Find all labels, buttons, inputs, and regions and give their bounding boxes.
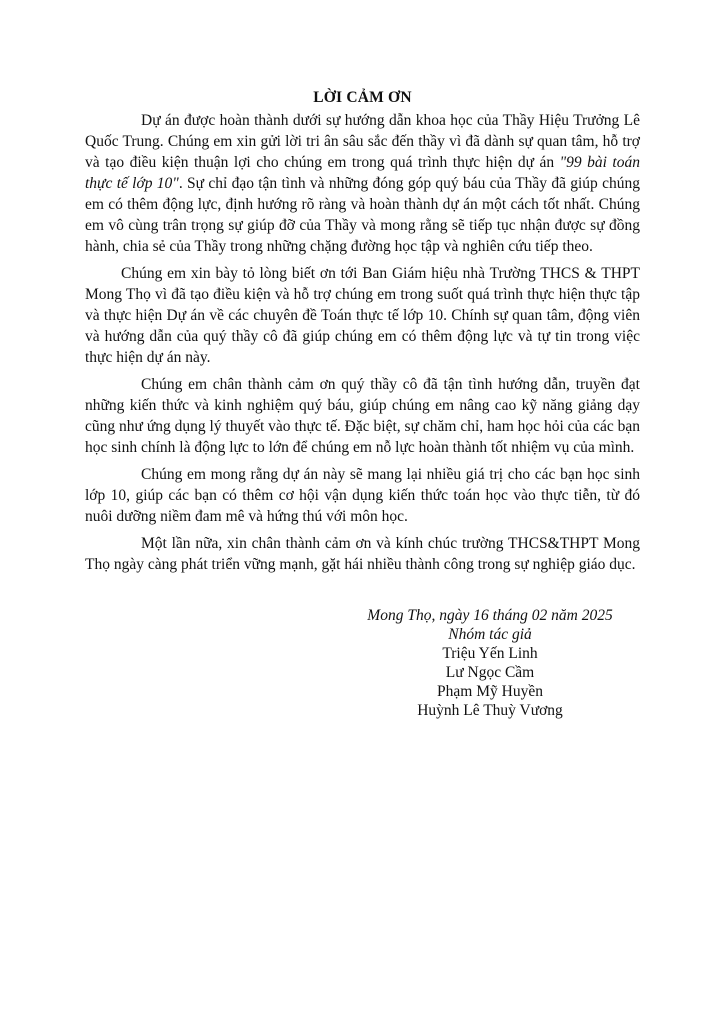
paragraph-4: Chúng em mong rằng dự án này sẽ mang lại nhiều giá trị cho các bạn học sinh lớp 10, giúp các bạn có thêm cơ hội vận dụng kiến thức toán học vào thực tiễn, từ đó nuôi dưỡng niềm đam mê và hứng thú với môn học. [85,466,640,525]
project-name: "99 bài toán thực tế lớp 10" [85,154,640,192]
paragraph-1 [85,110,640,257]
paragraph-2: Chúng em xin bày tỏ lòng biết ơn tới Ban Giám hiệu nhà Trường THCS & THPT Mong Thọ vì đã tạo điều kiện và hỗ trợ chúng em trong suốt quá trình thực hiện thực tập và thực hiện Dự án về các chuyên đề Toán thực tế lớp 10. Chính sự quan tâm, động viên và hướng dẫn của quý thầy cô đã giúp chúng em có thêm động lực và tự tin trong việc thực hiện dự án này. [85,265,640,366]
paragraph-1-text: Dự án được hoàn thành dưới sự hướng dẫn khoa học của Thầy Hiệu Trưởng Lê Quốc Trung. Chúng em xin gửi lời tri ân sâu sắc đến thầy vì đã dành sự quan tâm, hỗ trợ và tạo điều kiện thuận lợi cho chúng em trong quá trình thực hiện dự án [85,112,640,171]
paragraph-3: Chúng em chân thành cảm ơn quý thầy cô đã tận tình hướng dẫn, truyền đạt những kiến thức và kinh nghiệm quý báu, giúp chúng em nâng cao kỹ năng giảng dạy cũng như ứng dụng lý thuyết vào thực tế. Đặc biệt, sự chăm chỉ, ham học hỏi của các bạn học sinh chính là động lực to lớn để chúng em nỗ lực hoàn thành tốt nhiệm vụ của mình. [85,376,640,456]
paragraph-1-text-cont: . Sự chỉ đạo tận tình và những đóng góp quý báu của Thầy đã giúp chúng em có thêm động lực, định hướng rõ ràng và hoàn thành dự án một cách tốt nhất. Chúng em vô cùng trân trọng sự giúp đỡ của Thầy và mong rằng sẽ tiếp tục nhận được sự đồng hành, chia sẻ của Thầy trong những chặng đường học tập và nghiên cứu tiếp theo. [85,175,640,255]
letter-body [85,88,640,575]
paragraph-5: Một lần nữa, xin chân thành cảm ơn và kính chúc trường THCS&THPT Mong Thọ ngày càng phát triển vững mạnh, gặt hái nhiều thành công trong sự nghiệp giáo dục. [85,535,640,573]
author-group-label: Nhóm tác giả [448,626,532,643]
author-name: Phạm Mỹ Huyền [437,683,543,700]
place-date: Mong Thọ, ngày 16 tháng 02 năm 2025 [367,607,613,624]
page-title: LỜI CẢM ƠN [313,89,412,106]
author-name: Lư Ngọc Cầm [445,664,535,681]
author-name: Huỳnh Lê Thuỳ Vương [417,702,563,719]
author-name: Triệu Yến Linh [442,645,538,662]
